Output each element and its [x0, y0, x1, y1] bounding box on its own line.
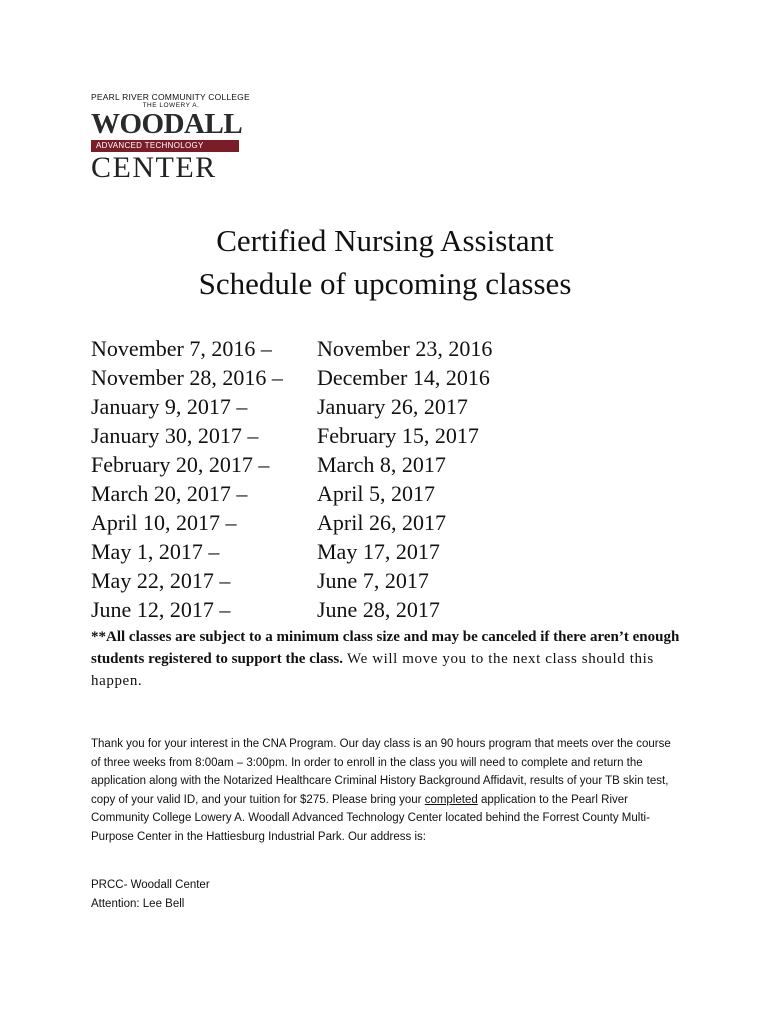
notice-text: We will move you to the next class should this happen.	[91, 651, 654, 689]
schedule-row	[91, 334, 492, 363]
logo-sub-line: THE LOWERY A.	[142, 102, 200, 109]
end-date: June 28, 2017	[317, 597, 440, 622]
schedule-row	[91, 363, 492, 392]
start-date: April 10, 2017 –	[91, 510, 237, 535]
end-date: April 5, 2017	[317, 481, 435, 506]
schedule-row	[91, 595, 492, 624]
paragraph-text-part2: application to the Pearl River Community College Lowery A. Woodall Advanced Technology Center located behind the Forrest County Multi-Purpose Center in the Hattiesburg Industrial Park. Our address is:	[91, 793, 650, 843]
schedule-row	[91, 479, 492, 508]
end-date: May 17, 2017	[317, 539, 440, 564]
program-info-paragraph	[91, 735, 681, 847]
start-date: November 7, 2016 –	[91, 336, 272, 361]
class-schedule	[91, 334, 492, 624]
mailing-address	[91, 876, 210, 913]
end-date: November 23, 2016	[317, 336, 493, 361]
logo-main-word: WOODALL	[91, 108, 243, 140]
end-date: February 15, 2017	[317, 423, 479, 448]
paragraph-text-part1: Thank you for your interest in the CNA Program. Our day class is an 90 hours program that meets over the course of three weeks from 8:00am – 3:00pm. In order to enroll in the class you will need to complete and return the application along with the Notarized Healthcare Criminal History Background Affidavit, results of your TB skin test, copy of your valid ID, and your tuition for $275. Please bring your	[91, 738, 671, 806]
notice-bold-text: **All classes are subject to a minimum class size and may be canceled if there aren’t enough students registered to support the class.	[91, 629, 680, 667]
schedule-row	[91, 537, 492, 566]
page-subtitle: Schedule of upcoming classes	[198, 266, 572, 301]
address-line: PRCC- Woodall Center	[91, 879, 210, 891]
start-date: November 28, 2016 –	[91, 365, 283, 390]
logo-band: ADVANCED TECHNOLOGY	[91, 140, 239, 152]
start-date: January 30, 2017 –	[91, 423, 259, 448]
start-date: January 9, 2017 –	[91, 394, 248, 419]
end-date: December 14, 2016	[317, 365, 490, 390]
end-date: January 26, 2017	[317, 394, 468, 419]
start-date: May 1, 2017 –	[91, 539, 220, 564]
schedule-row	[91, 508, 492, 537]
schedule-row	[91, 421, 492, 450]
start-date: February 20, 2017 –	[91, 452, 270, 477]
schedule-row	[91, 566, 492, 595]
page-title: Certified Nursing Assistant	[216, 223, 554, 258]
start-date: March 20, 2017 –	[91, 481, 248, 506]
address-line: Attention: Lee Bell	[91, 897, 185, 910]
schedule-row	[91, 450, 492, 479]
class-size-notice	[91, 626, 681, 692]
schedule-row	[91, 392, 492, 421]
logo-college-name: PEARL RIVER COMMUNITY COLLEGE	[91, 92, 250, 102]
end-date: June 7, 2017	[317, 568, 429, 593]
underlined-word: completed	[424, 793, 478, 806]
logo-bottom-word: CENTER	[91, 151, 217, 184]
end-date: March 8, 2017	[317, 452, 446, 477]
start-date: June 12, 2017 –	[91, 597, 231, 622]
end-date: April 26, 2017	[317, 510, 446, 535]
start-date: May 22, 2017 –	[91, 568, 231, 593]
college-logo	[91, 92, 250, 184]
